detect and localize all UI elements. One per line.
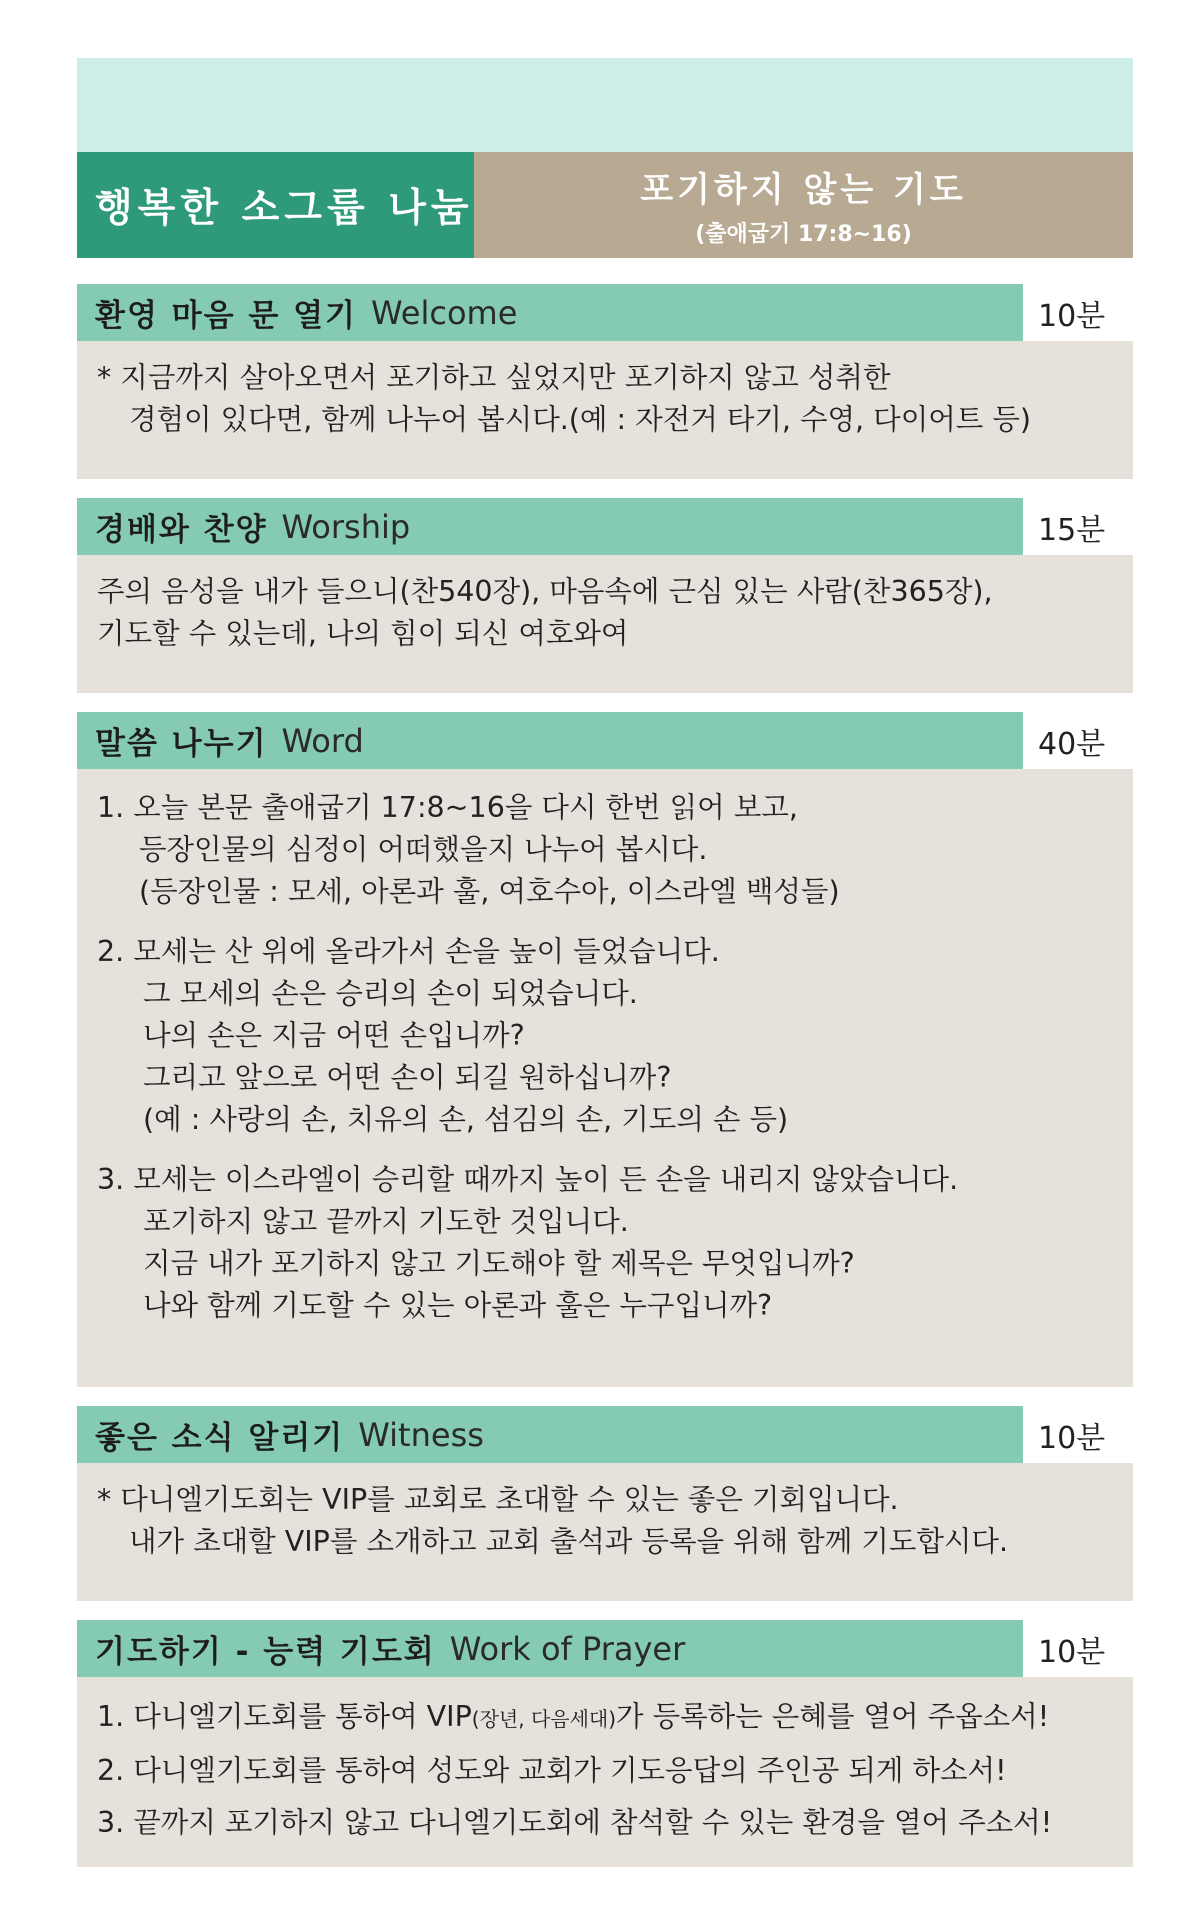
question-line: 그 모세의 손은 승리의 손이 되었습니다. bbox=[143, 977, 638, 1010]
prayer-line: 2. 다니엘기도회를 통하여 성도와 교회가 기도응답의 주인공 되게 하소서! bbox=[97, 1754, 1007, 1787]
section-english: Work of Prayer bbox=[449, 1629, 686, 1668]
sermon-title: 포기하지 않는 기도 bbox=[640, 170, 967, 210]
body-line: 내가 초대할 VIP를 소개하고 교회 출석과 등록을 위해 함께 기도합시다. bbox=[129, 1525, 1009, 1558]
section-english: Welcome bbox=[371, 293, 518, 332]
section-worship-body bbox=[77, 555, 1133, 693]
prayer-line: 3. 끝까지 포기하지 않고 다니엘기도회에 참석할 수 있는 환경을 열어 주소서! bbox=[97, 1806, 1053, 1839]
question-line: 포기하지 않고 끝까지 기도한 것입니다. bbox=[143, 1205, 629, 1238]
question-line: 2. 모세는 산 위에 올라가서 손을 높이 들었습니다. bbox=[97, 935, 720, 968]
section-english: Witness bbox=[358, 1415, 484, 1454]
section-welcome-body bbox=[77, 341, 1133, 479]
prayer-text: 가 등록하는 은혜를 열어 주옵소서! bbox=[616, 1700, 1050, 1733]
section-title: 기도하기 - 능력 기도회 bbox=[95, 1634, 436, 1670]
section-english: Worship bbox=[281, 507, 411, 546]
section-time: 40분 bbox=[1038, 726, 1106, 762]
section-title: 좋은 소식 알리기 bbox=[95, 1420, 345, 1456]
sermon-title-box bbox=[474, 152, 1133, 258]
header-title-text: 행복한 소그룹 나눔 bbox=[95, 186, 474, 231]
section-prayer-header bbox=[77, 1620, 1023, 1677]
top-band bbox=[77, 58, 1133, 152]
body-line: * 지금까지 살아오면서 포기하고 싶었지만 포기하지 않고 성취한 bbox=[97, 361, 891, 394]
section-prayer-body bbox=[77, 1677, 1133, 1867]
question-line: (예 : 사랑의 손, 치유의 손, 섬김의 손, 기도의 손 등) bbox=[143, 1103, 789, 1136]
question-line: 그리고 앞으로 어떤 손이 되길 원하십니까? bbox=[143, 1061, 672, 1094]
prayer-line bbox=[97, 1691, 1113, 1745]
section-title: 경배와 찬양 bbox=[95, 512, 268, 548]
section-title: 환영 마음 문 열기 bbox=[95, 298, 357, 334]
section-title: 말씀 나누기 bbox=[95, 726, 268, 762]
section-time: 10분 bbox=[1038, 1420, 1106, 1456]
body-line: 주의 음성을 내가 들으니(찬540장), 마음속에 근심 있는 사람(찬365장), bbox=[97, 575, 993, 608]
section-english: Word bbox=[281, 721, 364, 760]
section-witness-header bbox=[77, 1406, 1023, 1463]
prayer-text: 1. 다니엘기도회를 통하여 VIP bbox=[97, 1700, 472, 1733]
question-line: 등장인물의 심정이 어떠했을지 나누어 봅시다. bbox=[139, 833, 708, 866]
section-time: 10분 bbox=[1038, 1634, 1106, 1670]
question-line: 나와 함께 기도할 수 있는 아론과 훌은 누구입니까? bbox=[143, 1289, 773, 1322]
prayer-note: (장년, 다음세대) bbox=[471, 1707, 617, 1731]
section-time: 15분 bbox=[1038, 512, 1106, 548]
scripture-reference: (출애굽기 17:8~16) bbox=[695, 222, 912, 247]
body-line: 기도할 수 있는데, 나의 힘이 되신 여호와여 bbox=[97, 617, 629, 650]
section-time: 10분 bbox=[1038, 298, 1106, 334]
body-line: * 다니엘기도회는 VIP를 교회로 초대할 수 있는 좋은 기회입니다. bbox=[97, 1483, 899, 1516]
question-line: 3. 모세는 이스라엘이 승리할 때까지 높이 든 손을 내리지 않았습니다. bbox=[97, 1163, 959, 1196]
section-word-body bbox=[77, 769, 1133, 1387]
question-line: 1. 오늘 본문 출애굽기 17:8~16을 다시 한번 읽어 보고, bbox=[97, 791, 798, 824]
question-line: 나의 손은 지금 어떤 손입니까? bbox=[143, 1019, 525, 1052]
section-word-header bbox=[77, 712, 1023, 769]
question-line: (등장인물 : 모세, 아론과 훌, 여호수아, 이스라엘 백성들) bbox=[139, 875, 840, 908]
question-line: 지금 내가 포기하지 않고 기도해야 할 제목은 무엇입니까? bbox=[143, 1247, 855, 1280]
section-worship-header bbox=[77, 498, 1023, 555]
header-title bbox=[77, 152, 474, 258]
body-line: 경험이 있다면, 함께 나누어 봅시다.(예 : 자전거 타기, 수영, 다이어트 등) bbox=[129, 403, 1032, 436]
section-welcome-header bbox=[77, 284, 1023, 341]
section-witness-body bbox=[77, 1463, 1133, 1601]
